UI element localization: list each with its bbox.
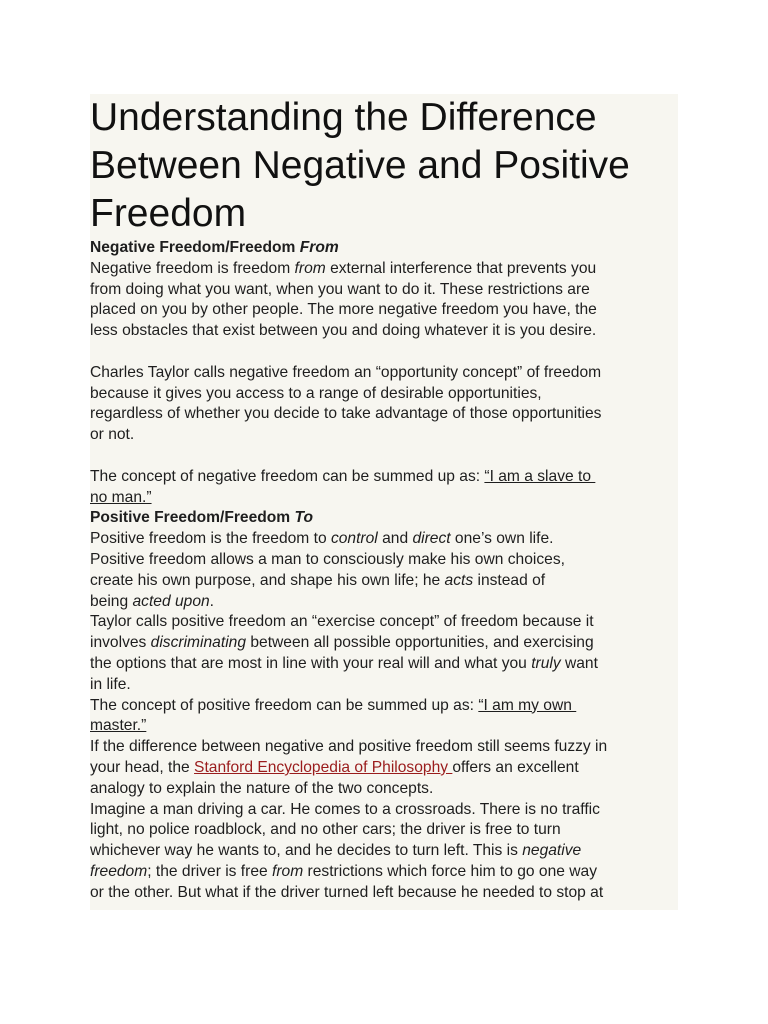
paragraph-line: [90, 758, 678, 779]
emphasis-text: direct: [412, 530, 451, 548]
paragraph-spacer: [90, 446, 678, 467]
paragraph-line: [90, 696, 678, 717]
paragraph-line: because it gives you access to a range of desirable opportunities,: [90, 384, 542, 402]
text-run: Negative freedom is freedom: [90, 259, 295, 277]
text-run: Positive freedom is the freedom to: [90, 530, 331, 548]
paragraph-spacer: [90, 342, 678, 363]
text-run: instead of: [473, 571, 546, 589]
paragraph-line: [90, 259, 678, 280]
emphasis-text: from: [294, 259, 326, 277]
document-page: [90, 94, 678, 910]
paragraph-line: or not.: [90, 426, 135, 444]
emphasis-text: acted upon: [132, 592, 210, 610]
paragraph-line: regardless of whether you decide to take advantage of those opportunities: [90, 405, 602, 423]
title-line-1: Understanding the Difference: [90, 96, 597, 139]
text-run: between all possible opportunities, and exercising: [246, 634, 594, 652]
paragraph-line: [90, 488, 678, 509]
title-line-2: Between Negative and Positive: [90, 144, 630, 187]
paragraph-line: [90, 592, 678, 613]
paragraph-line: placed on you by other people. The more negative freedom you have, the: [90, 301, 597, 319]
paragraph-line: [90, 862, 678, 883]
section-heading-negative: [90, 238, 678, 259]
stanford-encyclopedia-link[interactable]: Stanford Encyclopedia of Philosophy: [194, 758, 453, 776]
text-run: whichever way he wants to, and he decides to turn left. This is: [90, 842, 523, 860]
paragraph-line: If the difference between negative and positive freedom still seems fuzzy in: [90, 738, 608, 756]
emphasis-text: from: [272, 862, 304, 880]
paragraph-line: Imagine a man driving a car. He comes to a crossroads. There is no traffic: [90, 800, 600, 818]
text-run: restrictions which force him to go one way: [303, 862, 598, 880]
text-run: create his own purpose, and shape his own life; he: [90, 571, 445, 589]
article-body: [90, 238, 678, 904]
emphasis-text: freedom: [90, 862, 148, 880]
paragraph-line: [90, 571, 678, 592]
emphasis-text: negative: [522, 842, 582, 860]
page-title: [90, 94, 678, 238]
quote-positive-part2: master.”: [90, 717, 147, 735]
emphasis-text: truly: [531, 654, 561, 672]
text-run: being: [90, 592, 133, 610]
paragraph-line: [90, 467, 678, 488]
section-heading-positive: [90, 508, 678, 529]
text-run: The concept of negative freedom can be summed up as:: [90, 467, 485, 485]
paragraph-line: or the other. But what if the driver turned left because he needed to stop at: [90, 883, 604, 901]
quote-positive-part1: “I am my own: [478, 696, 577, 714]
text-run: offers an excellent: [452, 758, 579, 776]
text-run: and: [377, 530, 413, 548]
paragraph-line: [90, 529, 678, 550]
paragraph-line: [90, 716, 678, 737]
text-run: your head, the: [90, 758, 195, 776]
paragraph-line: Charles Taylor calls negative freedom an “opportunity concept” of freedom: [90, 363, 602, 381]
paragraph-line: from doing what you want, when you want to do it. These restrictions are: [90, 280, 590, 298]
emphasis-text: acts: [444, 571, 474, 589]
heading-text: Negative Freedom/Freedom: [90, 239, 300, 256]
text-run: the options that are most in line with your real will and what you: [90, 654, 532, 672]
text-run: external interference that prevents you: [325, 259, 597, 277]
heading-text: Positive Freedom/Freedom: [90, 509, 295, 527]
title-line-3: Freedom: [90, 192, 247, 235]
text-run: want: [560, 654, 598, 672]
text-run: one’s own life.: [450, 530, 554, 548]
text-run: .: [209, 592, 215, 610]
text-run: ; the driver is free: [147, 862, 273, 880]
heading-emphasis: From: [299, 239, 339, 256]
paragraph-line: in life.: [90, 675, 131, 693]
paragraph-line: [90, 654, 678, 675]
text-run: The concept of positive freedom can be summed up as:: [90, 696, 479, 714]
emphasis-text: control: [330, 530, 378, 548]
paragraph-line: [90, 841, 678, 862]
quote-negative-part2: no man.”: [90, 488, 152, 506]
paragraph-line: [90, 633, 678, 654]
paragraph-line: less obstacles that exist between you and doing whatever it is you desire.: [90, 322, 597, 340]
paragraph-line: Taylor calls positive freedom an “exercise concept” of freedom because it: [90, 613, 594, 631]
paragraph-line: light, no police roadblock, and no other cars; the driver is free to turn: [90, 821, 561, 839]
quote-negative-part1: “I am a slave to: [484, 467, 596, 485]
heading-emphasis: To: [294, 509, 313, 527]
paragraph-line: Positive freedom allows a man to consciously make his own choices,: [90, 550, 565, 568]
emphasis-text: discriminating: [150, 634, 247, 652]
text-run: involves: [90, 634, 151, 652]
paragraph-line: analogy to explain the nature of the two concepts.: [90, 779, 434, 797]
